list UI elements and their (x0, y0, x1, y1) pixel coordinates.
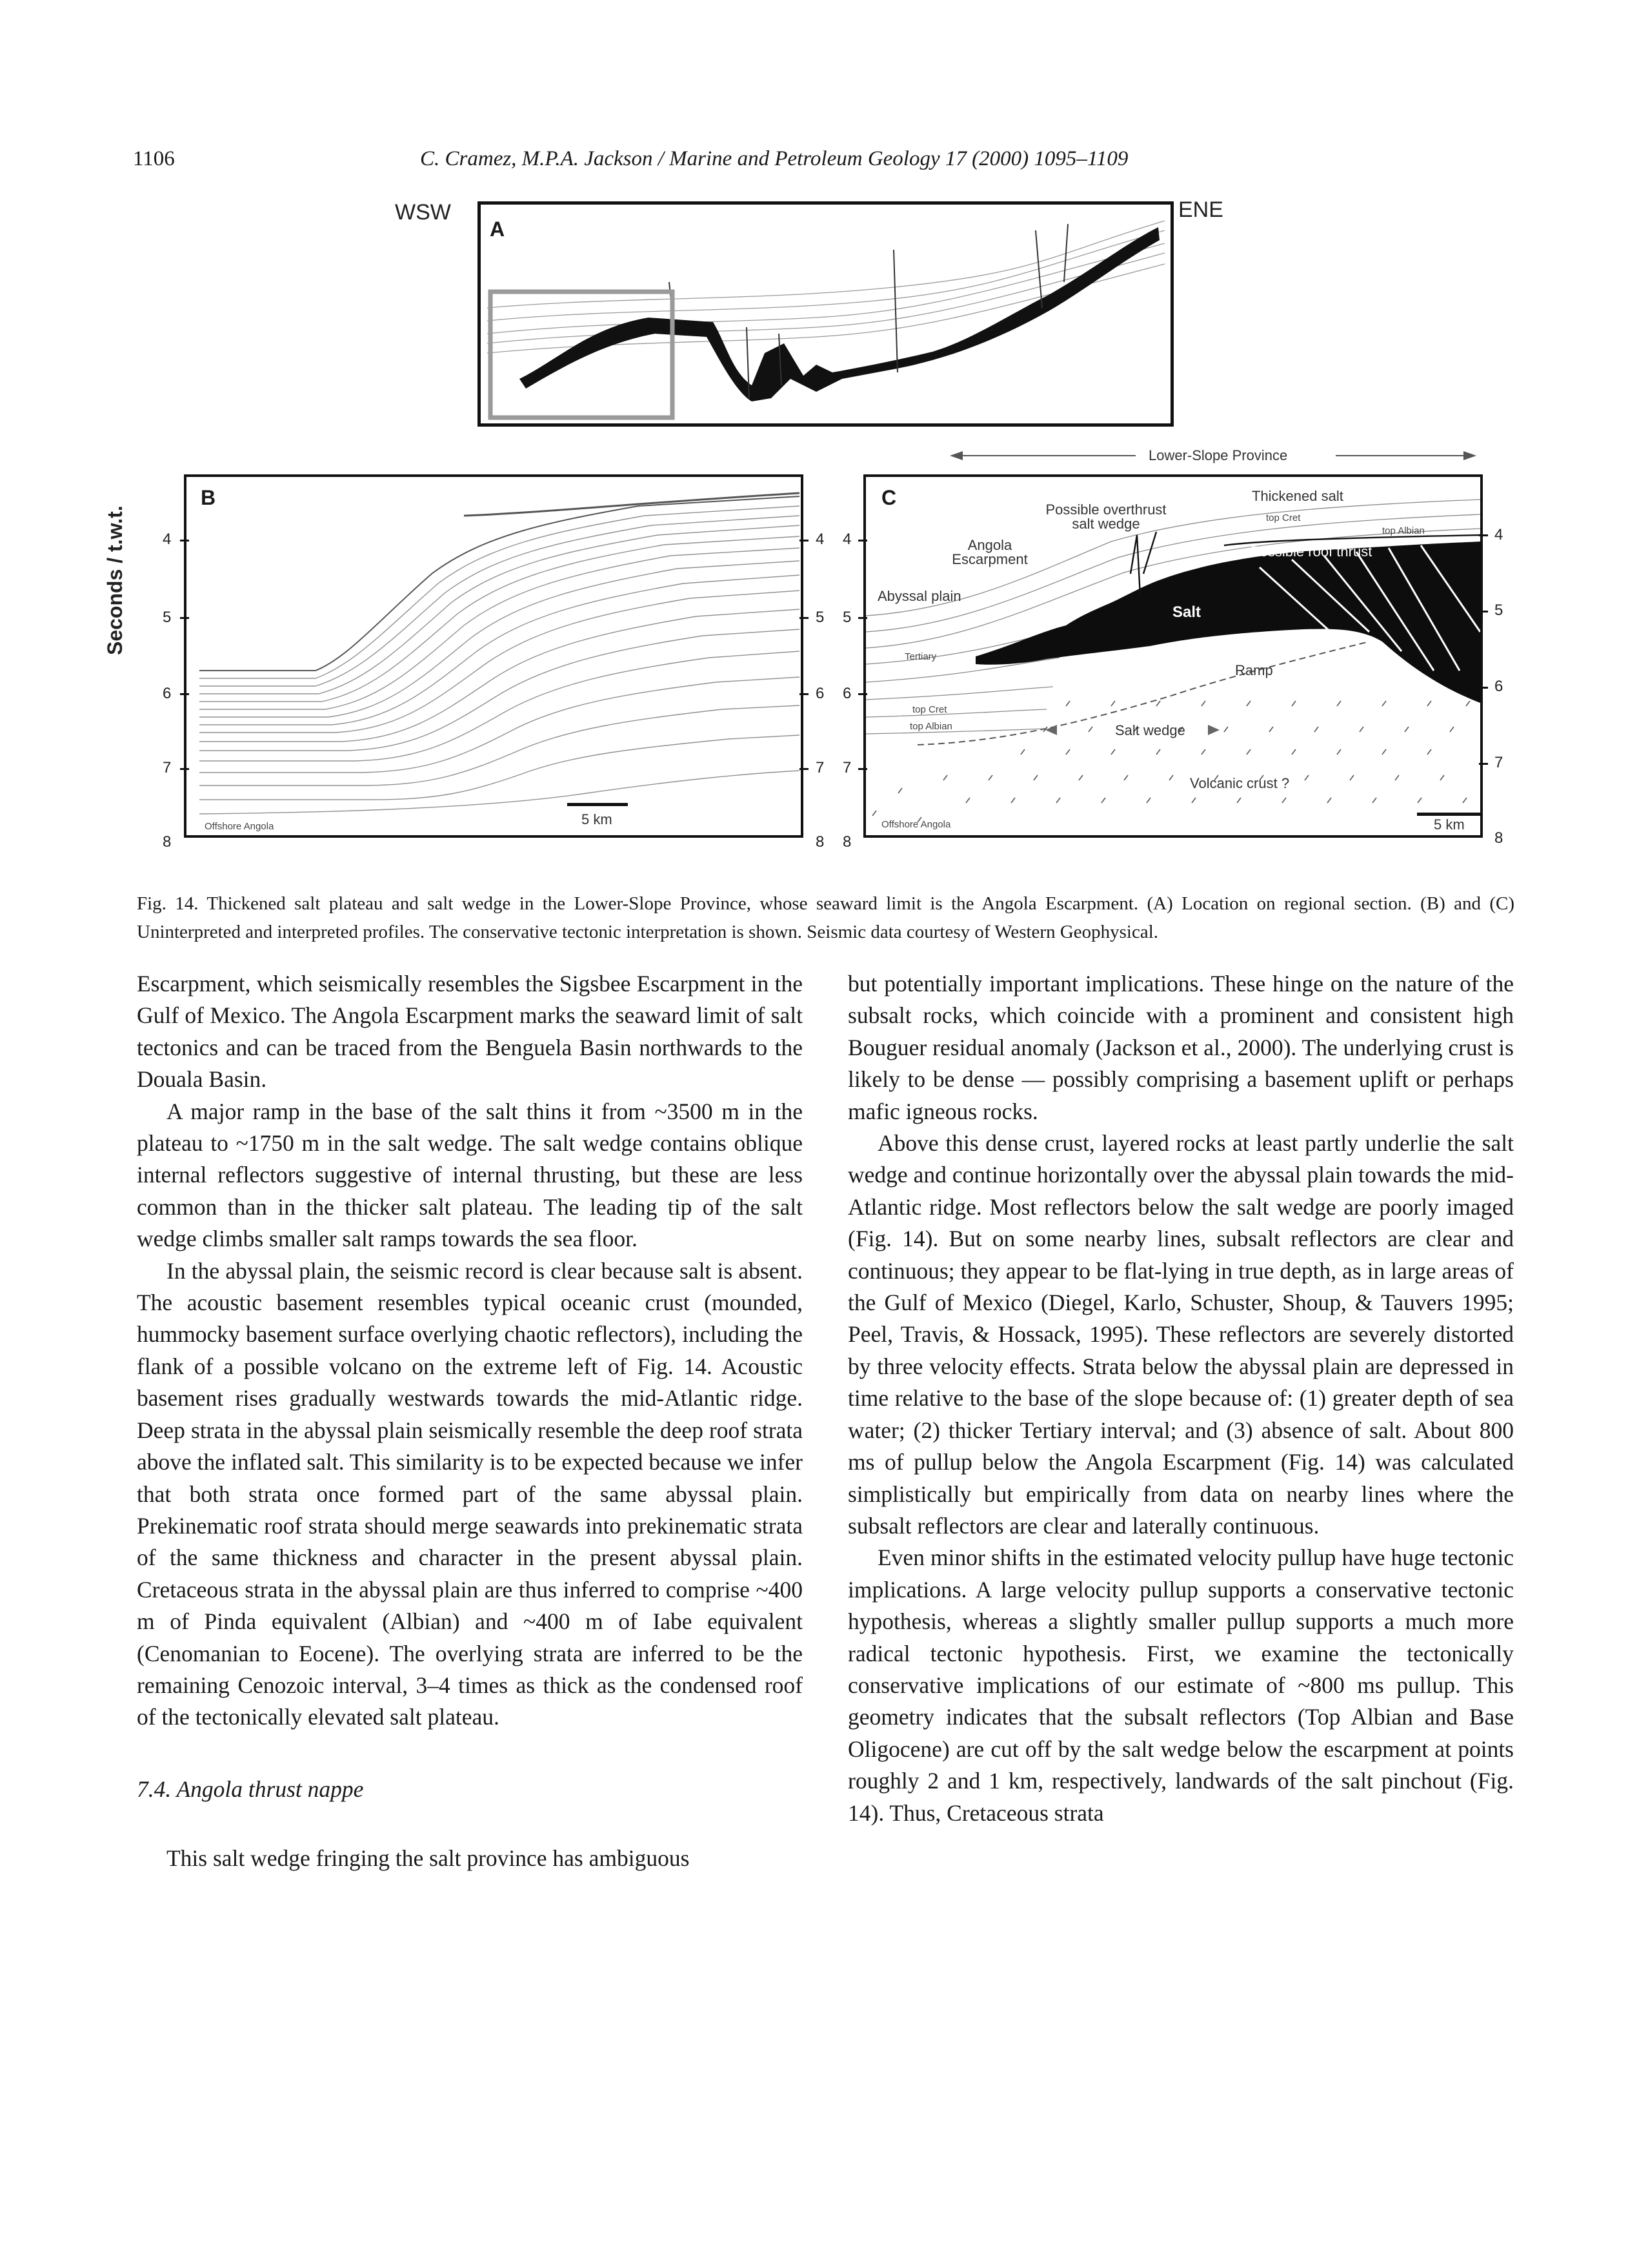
c-right-tick-7: 7 (1494, 754, 1503, 771)
panel-a-regional-section (477, 201, 1174, 427)
panel-c-scale: 5 km (1434, 816, 1465, 833)
label-ramp: Ramp (1235, 662, 1273, 678)
c-right-tick-5: 5 (1494, 602, 1503, 619)
b-left-tick-5: 5 (163, 609, 172, 626)
b-right-tick-6: 6 (816, 685, 825, 702)
regional-section-image (481, 205, 1171, 423)
paragraph: Even minor shifts in the estimated velocity pullup have huge tectonic implications. A large velocity pullup supports a conservative tectonic hypothesis, whereas a slightly smaller pullup supports a much more radical tectonic hypothesis. First, we examine the tectonically conservative implications of our estimate of ~800 ms pullup. This geometry indicates that the subsalt reflectors (Top Albian and Base Oligocene) are cut off by the salt wedge below the escarpment at points roughly 2 and 1 km, respectively, landwards of the salt pinchout (Fig. 14). Thus, Cretaceous strata (848, 1544, 1514, 1826)
label-abyssal-plain: Abyssal plain (878, 588, 961, 604)
c-right-tick-6: 6 (1494, 678, 1503, 695)
panel-b-credit: Offshore Angola (205, 821, 274, 832)
c-left-tick-8: 8 (843, 833, 852, 851)
paragraph: Escarpment, which seismically resembles the Sigsbee Escarpment in the Gulf of Mexico. The Angola Escarpment marks the seaward limit of salt tectonics and can be traced from the Benguela Basin northwards to the Douala Basin. (137, 971, 803, 1093)
tick (799, 768, 809, 770)
panel-c-credit: Offshore Angola (881, 819, 951, 830)
b-right-tick-5: 5 (816, 609, 825, 626)
tick (180, 540, 189, 542)
seismic-profile-image (186, 477, 801, 835)
tick (858, 617, 867, 619)
label-salt: Salt (1172, 603, 1201, 621)
tick (799, 540, 809, 542)
right-column (848, 968, 1514, 1829)
label-top-albian-upper: top Albian (1382, 525, 1425, 536)
tick (858, 540, 867, 542)
tick (858, 693, 867, 695)
label-possible-roof-thrust: Possible roof thrust (1251, 543, 1372, 560)
label-possible-overthrust: Possible overthrust salt wedge (1045, 501, 1167, 532)
tick (799, 617, 809, 619)
label-thickened-salt: Thickened salt (1252, 488, 1343, 504)
paragraph: but potentially important implications. These hinge on the nature of the subsalt rocks, which coincide with a prominent and consistent high Bouguer residual anomaly (Jackson et al., 2000). The underlying crust is likely to be dense — possibly comprising a basement uplift or perhaps mafic igneous rocks. (848, 971, 1514, 1124)
running-head: C. Cramez, M.P.A. Jackson / Marine and Petroleum Geology 17 (2000) 1095–1109 (420, 147, 1129, 170)
tick (1479, 611, 1488, 613)
paragraph: A major ramp in the base of the salt thins it from ~3500 m in the plateau to ~1750 m in the salt wedge. The salt wedge contains oblique internal reflectors suggestive of internal thrusting, but these are less common than in the thicker salt plateau. The leading tip of the salt wedge climbs smaller salt ramps towards the sea floor. (137, 1098, 803, 1252)
label-volcanic-crust: Volcanic crust ? (1190, 775, 1290, 791)
lower-slope-province-label: Lower-Slope Province (1149, 447, 1288, 463)
label-tertiary: Tertiary (905, 651, 937, 662)
tick (799, 693, 809, 695)
section-heading: 7.4. Angola thrust nappe (137, 1776, 364, 1802)
b-left-tick-7: 7 (163, 759, 172, 776)
tick (1479, 534, 1488, 536)
page-number: 1106 (133, 147, 175, 170)
y-axis-label: Seconds / t.w.t. (103, 505, 126, 655)
b-left-tick-8: 8 (163, 833, 172, 851)
c-left-tick-7: 7 (843, 759, 852, 776)
ene-label: ENE (1178, 197, 1223, 222)
label-salt-wedge: Salt wedge (1115, 722, 1185, 738)
tick (858, 768, 867, 770)
tick (180, 693, 189, 695)
left-column (137, 968, 803, 1875)
c-right-tick-8: 8 (1494, 829, 1503, 847)
wsw-label: WSW (395, 200, 451, 225)
tick (180, 617, 189, 619)
label-angola-escarpment: Angola Escarpment (952, 537, 1028, 567)
label-top-cret-lower: top Cret (912, 704, 947, 715)
b-right-tick-7: 7 (816, 759, 825, 776)
c-left-tick-4: 4 (843, 531, 852, 548)
c-left-tick-5: 5 (843, 609, 852, 626)
label-top-albian-lower: top Albian (910, 721, 952, 732)
paragraph: In the abyssal plain, the seismic record is clear because salt is absent. The acoustic basement resembles typical oceanic crust (mounded, hummocky basement surface overlying chaotic reflectors), including the flank of a possible volcano on the extreme left of Fig. 14. Acoustic basement rises gradually westwards towards the mid-Atlantic ridge. Deep strata in the abyssal plain seismically resemble the deep roof strata above the inflated salt. This similarity is to be expected because we infer that both strata once formed part of the same abyssal plain. Prekinematic roof strata should merge seawards into prekinematic strata of the same thickness and character in the present abyssal plain. Cretaceous strata in the abyssal plain are thus inferred to comprise ~400 m of Pinda equivalent (Albian) and ~400 m of Iabe equivalent (Cenomanian to Eocene). The overlying strata are inferred to be the remaining Cenozoic interval, 3–4 times as thick as the condensed roof of the tectonically elevated salt plateau. (137, 1257, 803, 1730)
b-left-tick-4: 4 (163, 531, 172, 548)
panel-b-label: B (201, 486, 216, 509)
panel-c-label: C (881, 486, 897, 509)
paragraph: This salt wedge fringing the salt province has ambiguous (166, 1845, 690, 1872)
paragraph: Above this dense crust, layered rocks at least partly underlie the salt wedge and continue horizontally over the abyssal plain towards the mid-Atlantic ridge. Most reflectors below the salt wedge are poorly imaged (Fig. 14). But on some nearby lines, subsalt reflectors are clear and continuous; they appear to be flat-lying in true depth, as in large areas of the Gulf of Mexico (Diegel, Karlo, Schuster, Shoup, & Tauvers 1995; Peel, Travis, & Hossack, 1995). These reflectors are severely distorted by three velocity effects. Strata below the abyssal plain are depressed in time relative to the base of the slope because of: (1) greater depth of sea water; (2) thicker Tertiary interval; and (3) absence of salt. About 800 ms of pullup below the Angola Escarpment (Fig. 14) was calculated simplistically but empirically from data on nearby lines where the subsalt reflectors are clear and laterally continuous. (848, 1130, 1514, 1539)
tick (180, 768, 189, 770)
panel-b-uninterpreted-profile (184, 474, 803, 838)
figure-caption: Fig. 14. Thickened salt plateau and salt wedge in the Lower-Slope Province, whose seaward limit is the Angola Escarpment. (A) Location on regional section. (B) and (C) Uninterpreted and interpreted profiles. The conservative tectonic interpretation is shown. Seismic data courtesy of Western Geophysical. (137, 893, 1514, 942)
b-left-tick-6: 6 (163, 685, 172, 702)
tick (1479, 763, 1488, 765)
panel-c-interpreted-profile (863, 474, 1483, 838)
b-right-tick-4: 4 (816, 531, 825, 548)
figure-14 (0, 0, 1648, 942)
panel-b-scale: 5 km (581, 811, 612, 827)
label-top-cret-upper: top Cret (1266, 512, 1301, 523)
panel-a-label: A (490, 218, 505, 241)
b-right-tick-8: 8 (816, 833, 825, 851)
c-left-tick-6: 6 (843, 685, 852, 702)
tick (1479, 687, 1488, 689)
c-right-tick-4: 4 (1494, 526, 1503, 543)
